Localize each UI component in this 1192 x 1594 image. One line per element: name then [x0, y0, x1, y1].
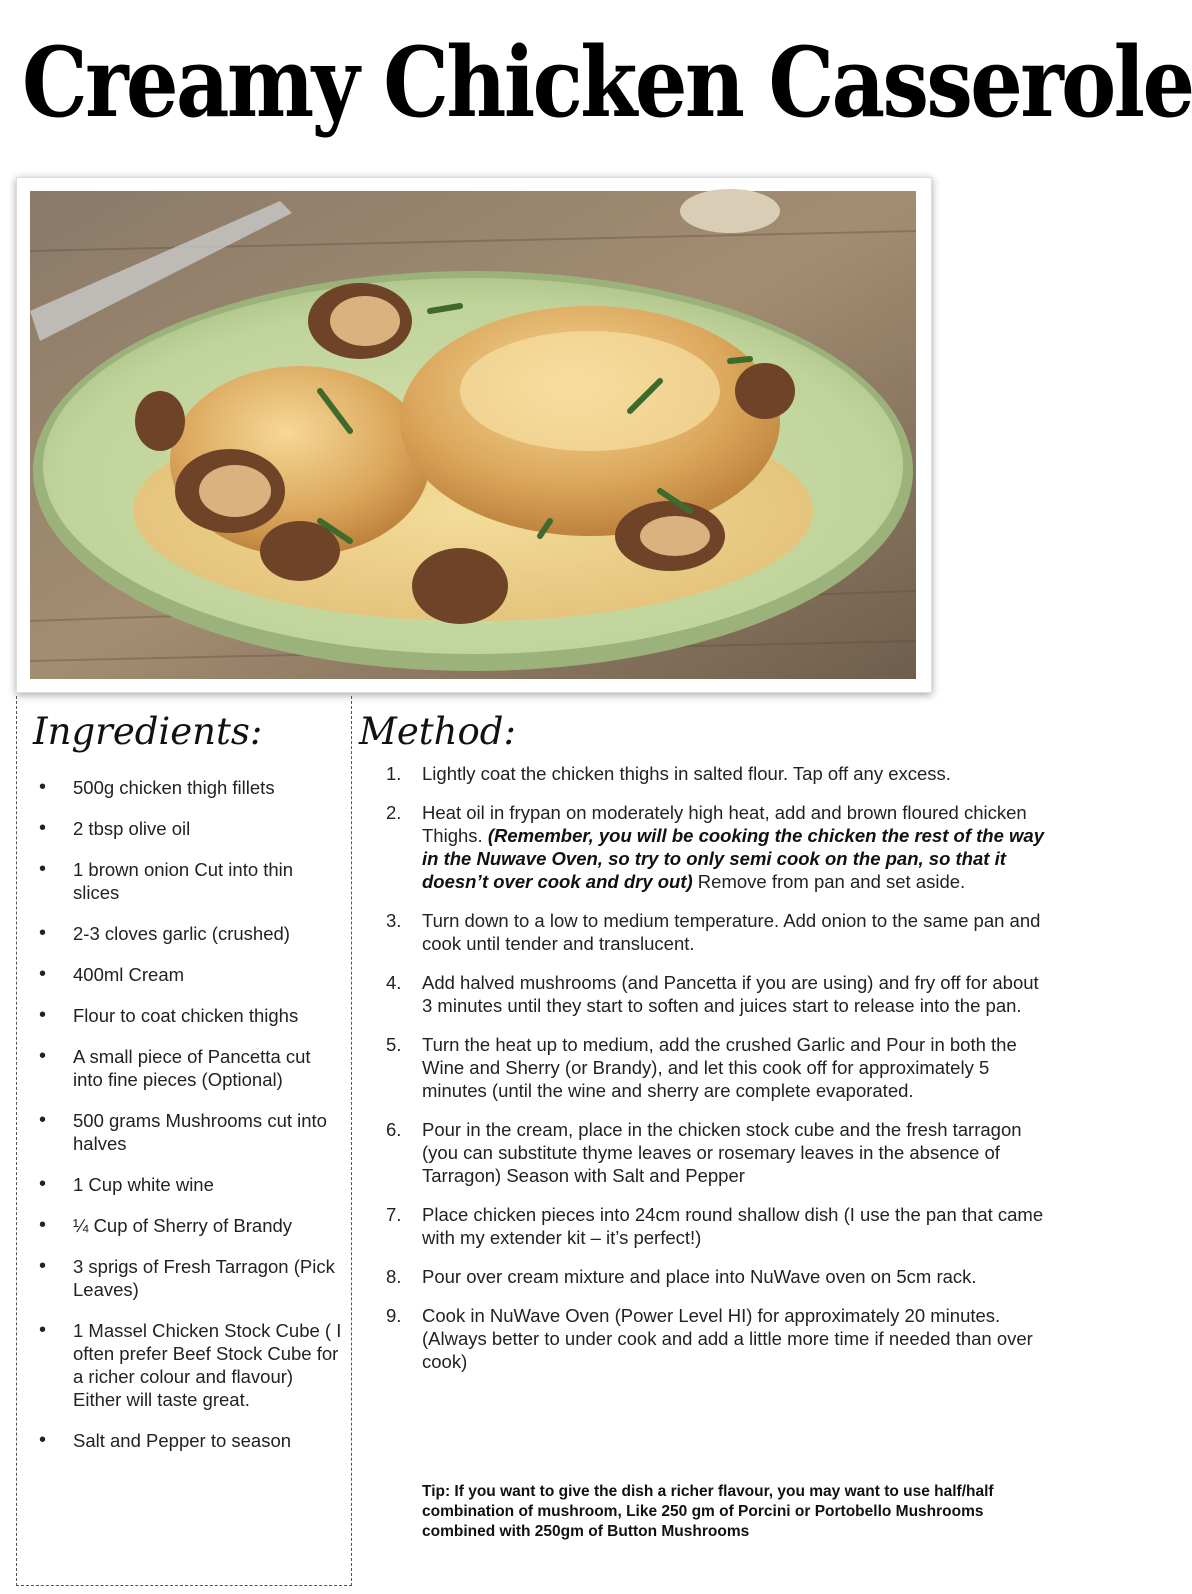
list-item: • 2-3 cloves garlic (crushed)	[39, 922, 290, 944]
tip-note: Tip: If you want to give the dish a richer flavour, you may want to use half/half combination of mushroom, Like 250 gm of Porcini or Portobello Mushrooms combined with 250gm of Button Mushrooms	[422, 1483, 994, 1540]
method-steps	[356, 762, 1050, 1389]
bullet-icon: •	[39, 858, 47, 880]
bullet-icon: •	[39, 963, 47, 985]
bullet-icon: •	[39, 1045, 47, 1067]
method-step: 8. Pour over cream mixture and place into NuWave oven on 5cm rack.	[386, 1266, 977, 1287]
recipe-photo-frame	[16, 177, 932, 693]
method-step: 3. Turn down to a low to medium temperature. Add onion to the same pan and cook until tender and translucent.	[386, 910, 1041, 954]
list-item: • 500g chicken thigh fillets	[39, 776, 275, 798]
method-note: (Remember, you will be cooking the chicken the rest of the way in the Nuwave Oven, so try to only semi cook on the pan, so that it doesn’t over cook and dry out)	[422, 825, 1044, 892]
bullet-icon: •	[39, 817, 47, 839]
bullet-icon: •	[39, 1429, 47, 1451]
recipe-title: Creamy Chicken Casserole	[22, 26, 1192, 139]
ingredients-heading: Ingredients:	[33, 710, 263, 753]
method-step: 2. Heat oil in frypan on moderately high heat, add and brown floured chicken Thighs. (Remember, you will be cooking the chicken the rest of the way in the Nuwave Oven, so try to only semi cook on the pan, so that it doesn’t over cook and dry out) Remove from pan and set aside.	[386, 802, 1044, 892]
bullet-icon: •	[39, 1255, 47, 1277]
list-item: • Flour to coat chicken thighs	[39, 1004, 299, 1026]
bullet-icon: •	[39, 1214, 47, 1236]
list-item: • 3 sprigs of Fresh Tarragon (Pick Leaves)	[39, 1255, 335, 1300]
bullet-icon: •	[39, 1319, 47, 1341]
bullet-icon: •	[39, 1004, 47, 1026]
method-step: 6. Pour in the cream, place in the chicken stock cube and the fresh tarragon (you can substitute thyme leaves or rosemary leaves in the absence of Tarragon) Season with Salt and Pepper	[386, 1119, 1022, 1186]
bullet-icon: •	[39, 1173, 47, 1195]
list-item: • Salt and Pepper to season	[39, 1429, 292, 1451]
list-item: • 400ml Cream	[39, 963, 185, 985]
ingredients-panel	[16, 696, 352, 1586]
bullet-icon: •	[39, 776, 47, 798]
bullet-icon: •	[39, 922, 47, 944]
list-item: • 1 Cup white wine	[39, 1173, 214, 1195]
method-step: 5. Turn the heat up to medium, add the crushed Garlic and Pour in both the Wine and Sherry (or Brandy), and let this cook off for approximately 5 minutes (until the wine and sherry are complete evaporated.	[386, 1034, 1017, 1101]
ingredients-list	[17, 776, 353, 1470]
bullet-icon: •	[39, 1109, 47, 1131]
list-item: • 500 grams Mushrooms cut into halves	[39, 1109, 327, 1154]
method-step: 4. Add halved mushrooms (and Pancetta if you are using) and fry off for about 3 minutes until they start to soften and juices start to release into the pan.	[386, 972, 1039, 1016]
list-item: • 2 tbsp olive oil	[39, 817, 191, 839]
list-item: • ¼ Cup of Sherry of Brandy	[39, 1214, 293, 1236]
method-step: 7. Place chicken pieces into 24cm round shallow dish (I use the pan that came with my extender kit – it’s perfect!)	[386, 1204, 1044, 1248]
list-item: • 1 brown onion Cut into thin slices	[39, 858, 294, 903]
method-heading: Method:	[359, 710, 516, 753]
method-step: 9. Cook in NuWave Oven (Power Level HI) for approximately 20 minutes. (Always better to under cook and add a little more time if needed than over cook)	[386, 1305, 1033, 1372]
list-item: • 1 Massel Chicken Stock Cube ( I often prefer Beef Stock Cube for a richer colour and flavour) Either will taste great.	[39, 1319, 342, 1410]
list-item: • A small piece of Pancetta cut into fine pieces (Optional)	[39, 1045, 311, 1090]
method-step: 1. Lightly coat the chicken thighs in salted flour. Tap off any excess.	[386, 763, 951, 784]
chicken-casserole-photo	[30, 191, 916, 679]
